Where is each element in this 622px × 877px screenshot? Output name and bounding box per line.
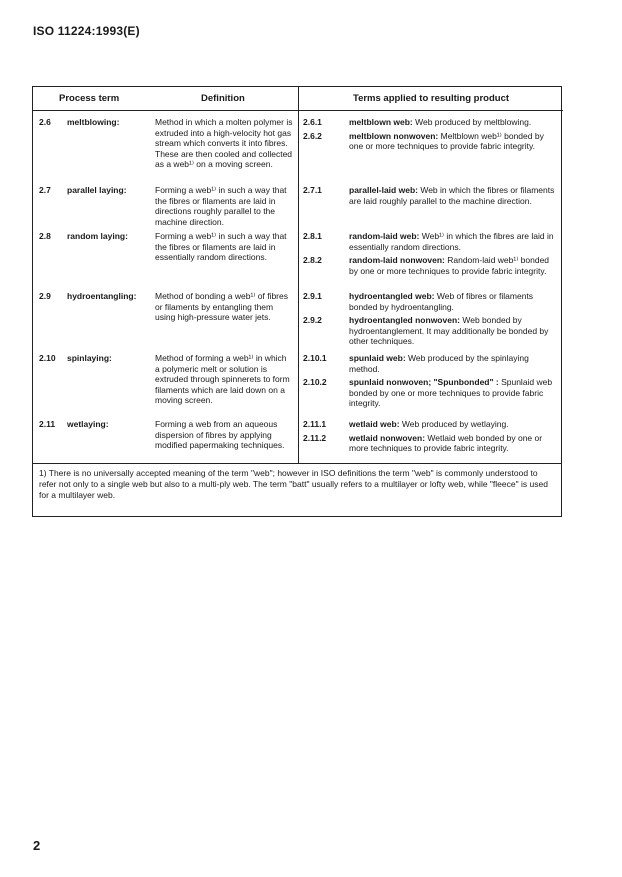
clause-number: 2.8 (39, 231, 51, 241)
footnote: 1) There is no universally accepted meaning of the term "web"; however in ISO definitions the term "web" is commonly understood to refer not only to a single web but also to a multi-ply web. The term "batt" usually refers to a multilayer or lofty web, while "fleece" is used for a multilayer web. (39, 468, 548, 500)
subclause-number: 2.9.1 (303, 291, 322, 301)
product-term: parallel-laid web: (349, 185, 418, 195)
product-term: meltblown nonwoven: (349, 130, 439, 141)
document-id: ISO 11224:1993(E) (33, 24, 140, 38)
definition-text: Forming a web from an aqueous dispersion of fibres by applying modified papermaking techniques. (155, 419, 285, 451)
product-terms (303, 353, 561, 412)
process-term: wetlaying: (67, 419, 109, 429)
product-term-text: Meltblown web¹⁾ bonded by one or more techniques to provide fabric integrity. (349, 130, 544, 152)
definition-text: Method in which a molten polymer is extruded into a high-velocity hot gas stream which converts it into fibres. These are then cooled and collected as a web¹⁾ on a moving screen. (155, 117, 293, 170)
process-term: parallel laying: (67, 185, 127, 195)
clause-number: 2.11 (39, 419, 56, 429)
product-terms (303, 291, 561, 350)
subclause-number: 2.6.2 (303, 130, 322, 141)
subclause-number: 2.11.2 (303, 432, 327, 443)
product-term-text: Web produced by the spinlaying method. (349, 353, 529, 374)
header-definition: Definition (201, 93, 245, 104)
definition-text: Forming a web¹⁾ in such a way that the fibres or filaments are laid in essentially random directions. (155, 231, 287, 263)
subclause-number: 2.8.2 (303, 255, 322, 266)
column-divider (298, 87, 299, 464)
product-term: random-laid web: (349, 231, 420, 241)
product-term-item (303, 291, 561, 312)
footnote-divider (33, 463, 561, 464)
product-term-item (303, 117, 561, 128)
process-term: meltblowing: (67, 117, 120, 127)
clause-number: 2.10 (39, 353, 56, 363)
definition-text: Forming a web¹⁾ in such a way that the fibres or filaments are laid in directions roughly parallel to the machine direction. (155, 185, 287, 227)
product-term-item (303, 131, 561, 152)
subclause-number: 2.10.1 (303, 353, 327, 363)
product-term-item (303, 185, 561, 206)
product-term-text: Web in which the fibres or filaments are laid roughly parallel to the machine direction. (349, 185, 555, 206)
product-term-text: Web produced by meltblowing. (412, 117, 532, 127)
product-term-text: Web of fibres or filaments bonded by hydroentangling. (349, 291, 534, 312)
product-term-text: Web bonded by hydroentanglement. It may additionally be bonded by other techniques. (349, 315, 549, 347)
header-process-term: Process term (59, 93, 120, 104)
product-terms (303, 185, 561, 209)
subclause-number: 2.6.1 (303, 117, 322, 127)
product-term: hydroentangled web: (349, 291, 435, 301)
definition-text: Method of bonding a web¹⁾ of fibres or filaments by entangling them using high-pressure water jets. (155, 291, 288, 323)
process-term: spinlaying: (67, 353, 112, 363)
table-header-left (33, 87, 299, 111)
subclause-number: 2.11.1 (303, 419, 327, 429)
subclause-number: 2.8.1 (303, 231, 322, 241)
product-term-text: Wetlaid web bonded by one or more techniques to provide fabric integrity. (349, 432, 543, 454)
terms-table (32, 86, 562, 517)
product-term: wetlaid nonwoven: (349, 432, 426, 443)
process-term: hydroentangling: (67, 291, 137, 301)
product-terms (303, 117, 561, 155)
clause-number: 2.9 (39, 291, 51, 301)
subclause-number: 2.7.1 (303, 185, 322, 195)
product-term-text: Web produced by wetlaying. (399, 419, 509, 429)
product-term: spunlaid nonwoven; "Spunbonded" : (349, 377, 499, 388)
product-term-text: Web¹⁾ in which the fibres are laid in essentially random directions. (349, 231, 554, 252)
product-term-text: Spunlaid web bonded by one or more techniques to provide fabric integrity. (349, 377, 553, 409)
product-term-item (303, 433, 561, 454)
clause-number: 2.6 (39, 117, 51, 127)
product-term-item (303, 419, 561, 430)
product-term-item (303, 231, 561, 252)
process-term: random laying: (67, 231, 128, 241)
subclause-number: 2.10.2 (303, 377, 327, 388)
subclause-number: 2.9.2 (303, 315, 322, 326)
product-term-item (303, 377, 561, 409)
product-terms (303, 419, 561, 457)
page-number: 2 (33, 838, 41, 853)
product-term-item (303, 315, 561, 347)
product-term: spunlaid web: (349, 353, 406, 363)
definition-text: Method of forming a web¹⁾ in which a polymeric melt or solution is extruded through spinnerets to form filaments which are laid down on a moving screen. (155, 353, 290, 406)
product-terms (303, 231, 561, 279)
product-term: hydroentangled nonwoven: (349, 315, 460, 326)
header-resulting-product: Terms applied to resulting product (299, 87, 563, 111)
product-term: wetlaid web: (349, 419, 400, 429)
product-term: random-laid nonwoven: (349, 255, 445, 266)
product-term-item (303, 353, 561, 374)
clause-number: 2.7 (39, 185, 51, 195)
product-term: meltblown web: (349, 117, 413, 127)
product-term-item (303, 255, 561, 276)
product-term-text: Random-laid web¹⁾ bonded by one or more techniques to provide fabric integrity. (349, 255, 550, 276)
